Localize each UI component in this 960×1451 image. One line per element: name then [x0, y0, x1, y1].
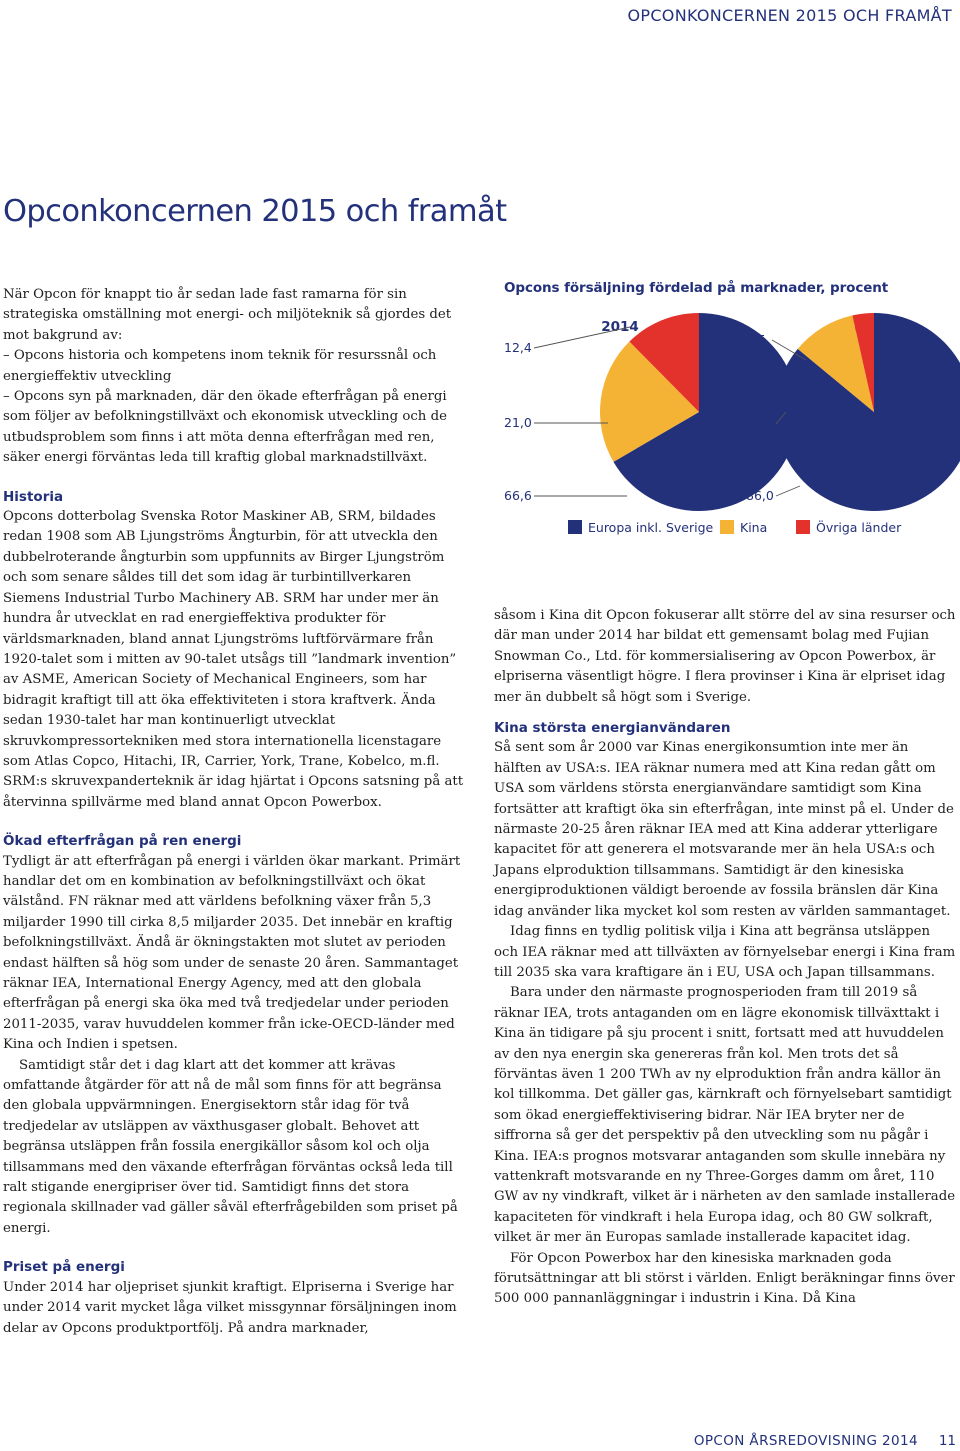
okad-efterfragan-paragraph-2: Samtidigt står det i dag klart att det kommer att krävas omfattande åtgärder för att nå de mål som finns för att begränsa den globala uppvärmningen. Energisektorn står idag för två tredjedelar av utsläppen av växthusgaser globalt. Behovet att begränsa utsläppen från fossila energikällor såsom kol och olja tillsammans med den växande efterfrågan förväntas också leda till ralt stigande energipriser över tid. Samtidigt finns det stora regionala skillnader vad gäller såväl efterfrågebilden som priset på energi.: [3, 1057, 458, 1236]
pie-2013-leader-europa: [776, 486, 800, 496]
historia-paragraph: Opcons dotterbolag Svenska Rotor Maskiner AB, SRM, bildades redan 1908 som AB Ljungströms Ångturbin, för att utveckla den dubbelroterande ångturbin som uppfunnits av Birger Ljungström och som senare såldes till det som idag är turbintillverkaren Siemens Industrial Turbo Machinery AB. SRM har under mer än hundra år utvecklat en rad energieffektiva produkter för världsmarknaden, bland annat Ljungströms luftförvärmare från 1920-talet som i mitten av 90-talet utsågs till ”landmark invention” av ASME, American Society of Mechanical Engineers, som har bidragit kraftigt till att öka effektiviteten i stora kraftverk. Ända sedan 1930-talet har man kontinuerligt utvecklat skruvkompressortekniken med stora internationella licenstagare som Atlas Copco, Hitachi, IR, Carrier, York, Trane, Kobelco, m.fl. SRM:s skruvexpanderteknik är idag hjärtat i Opcons satsning på att återvinna spillvärme med bland annat Opcon Powerbox.: [3, 509, 464, 810]
legend-label-kina: Kina: [740, 519, 768, 535]
left-column: [3, 285, 466, 1339]
kina-paragraph-1: Så sent som år 2000 var Kinas energikonsumtion inte mer än hälften av USA:s. IEA räknar numera med att Kina redan gått om USA som världens största energianvändare samtidigt som Kina fortsätter att kraftigt öka sin efterfrågan, inte minst på el. Under de närmaste 20-25 åren räknar IEA med att Kina adderar ytterligare kapacitet för att generera el motsvarande mer än hela USA:s och Japans elproduktion tillsammans. Samtidigt är den kinesiska energiproduktionen väldigt beroende av fossila bränslen där Kina idag använder lika mycket kol som resten av världen sammantaget.: [494, 740, 954, 919]
legend-swatch-europa: [568, 520, 582, 534]
footer-org: OPCON ÅRSREDOVISNING 2014: [693, 1433, 918, 1449]
intro-paragraph: När Opcon för knappt tio år sedan lade fast ramarna för sin strategiska omställning mot energi- och miljöteknik så gjordes det mot bakgrund av:: [3, 287, 452, 343]
pie-2014-value-ovriga: 12,4: [504, 340, 532, 355]
pie-2014-label: 2014: [601, 319, 639, 335]
pie-2014-value-kina: 21,0: [504, 415, 532, 430]
pie-2014-value-europa: 66,6: [504, 488, 532, 503]
pie-2013-value-kina: 10,5: [746, 416, 774, 431]
page-number: 11: [938, 1433, 956, 1449]
legend-item-ovriga: [796, 518, 901, 536]
pie-2013-value-europa: 86,0: [746, 488, 774, 503]
running-header: OPCONKONCERNEN 2015 OCH FRAMÅT: [627, 6, 952, 25]
kina-heading: Kina största energianvändaren: [494, 720, 731, 737]
priset-paragraph: Under 2014 har oljepriset sjunkit kraftigt. Elpriserna i Sverige har under 2014 varit mycket låga vilket missgynnar försäljningen inom delar av Opcons produktportfölj. På andra marknader,: [3, 1279, 457, 1336]
right-column: [494, 606, 957, 1310]
legend-swatch-kina: [720, 520, 734, 534]
chart-title: Opcons försäljning fördelad på marknader, procent: [504, 280, 889, 296]
pie-charts-svg: [494, 272, 960, 512]
pie-2014-leader-ovriga: [534, 327, 630, 348]
legend-item-europa: [568, 518, 713, 536]
legend-item-kina: [720, 518, 767, 536]
legend-label-europa: Europa inkl. Sverige: [588, 519, 714, 535]
okad-efterfragan-heading: Ökad efterfrågan på ren energi: [3, 833, 242, 850]
legend-label-ovriga: Övriga länder: [816, 519, 902, 535]
pie-2013-value-ovriga: 3,5: [746, 332, 766, 347]
okad-efterfragan-paragraph-1: Tydligt är att efterfrågan på energi i världen ökar markant. Primärt handlar det om en kombination av befolkningstillväxt och ökat välstånd. FN räknar med att världens befolkning växer från 5,3 miljarder 1990 till cirka 8,5 miljarder 2035. Det innebär en kraftig befolkningstillväxt. Ändå är ökningstakten mot slutet av perioden endast hälften så hög som under de senaste 20 åren. Sammantaget räknar IEA, International Energy Agency, med att den globala efterfrågan på energi ska öka med två tredjedelar under perioden 2011-2035, varav huvuddelen kommer från icke-OECD-länder med Kina och Indien i spetsen.: [3, 853, 461, 1053]
kina-paragraph-4: För Opcon Powerbox har den kinesiska marknaden goda förutsättningar att bli störst i världen. Enligt beräkningar finns över 500 000 pannanläggningar i industrin i Kina. Då Kina: [494, 1250, 955, 1307]
priset-heading: Priset på energi: [3, 1259, 125, 1276]
intro-bullet-1: – Opcons historia och kompetens inom teknik för resurssnål och energieffektiv utveckling: [3, 348, 437, 384]
kina-paragraph-2: Idag finns en tydlig politisk vilja i Kina att begränsa utsläppen och IEA räknar med att tillväxten av förnyelsebar energi i Kina fram till 2035 ska vara kraftigare än i EU, USA och Japan tillsammans.: [494, 924, 956, 980]
right-paragraph-1: såsom i Kina dit Opcon fokuserar allt större del av sina resurser och där man under 2014 har bildat ett gemensamt bolag med Fujian Snowman Co., Ltd. för kommersialisering av Opcon Powerbox, är elpriserna väsentligt högre. I flera provinser i Kina är elpriset idag mer än dubbelt så högt som i Sverige.: [494, 608, 956, 705]
kina-paragraph-3: Bara under den närmaste prognosperioden fram till 2019 så räknar IEA, trots antaganden om en lägre ekonomisk tillväxttakt i Kina än tidigare på sju procent i snitt, fortsatt med att huvuddelen av den nya energin ska genereras från kol. Men trots det så förväntas även 1 200 TWh av ny elproduktion från andra källor än kol tillkomma. Det gäller gas, kärnkraft och förnyelsebart samtidigt som ökad energieffektivisering bidrar. När IEA bryter ner de siffrorna så ger det perspektiv på den utveckling som nu pågår i Kina. IEA:s prognos motsvarar antaganden som skulle innebära ny vattenkraft motsvarande en ny Three-Gorges damm om året, 110 GW av ny vindkraft, vilket är i närheten av den samlade installerade kapaciteten för vindkraft i hela Europa idag, och 80 GW solkraft, vilket är mer än Europas samlade installerade kapacitet idag.: [494, 985, 956, 1246]
legend-swatch-ovriga: [796, 520, 810, 534]
page-title: Opconkoncernen 2015 och framåt: [3, 194, 507, 229]
market-split-chart: [494, 272, 960, 552]
intro-bullet-2: – Opcons syn på marknaden, där den ökade efterfrågan på energi som följer av befolkningstillväxt och ekonomisk utveckling och de utbudsproblem som finns i att möta denna efterfrågan med ren, säker energi förväntas leda till kraftig global marknadstillväxt.: [3, 389, 447, 466]
historia-heading: Historia: [3, 488, 64, 505]
